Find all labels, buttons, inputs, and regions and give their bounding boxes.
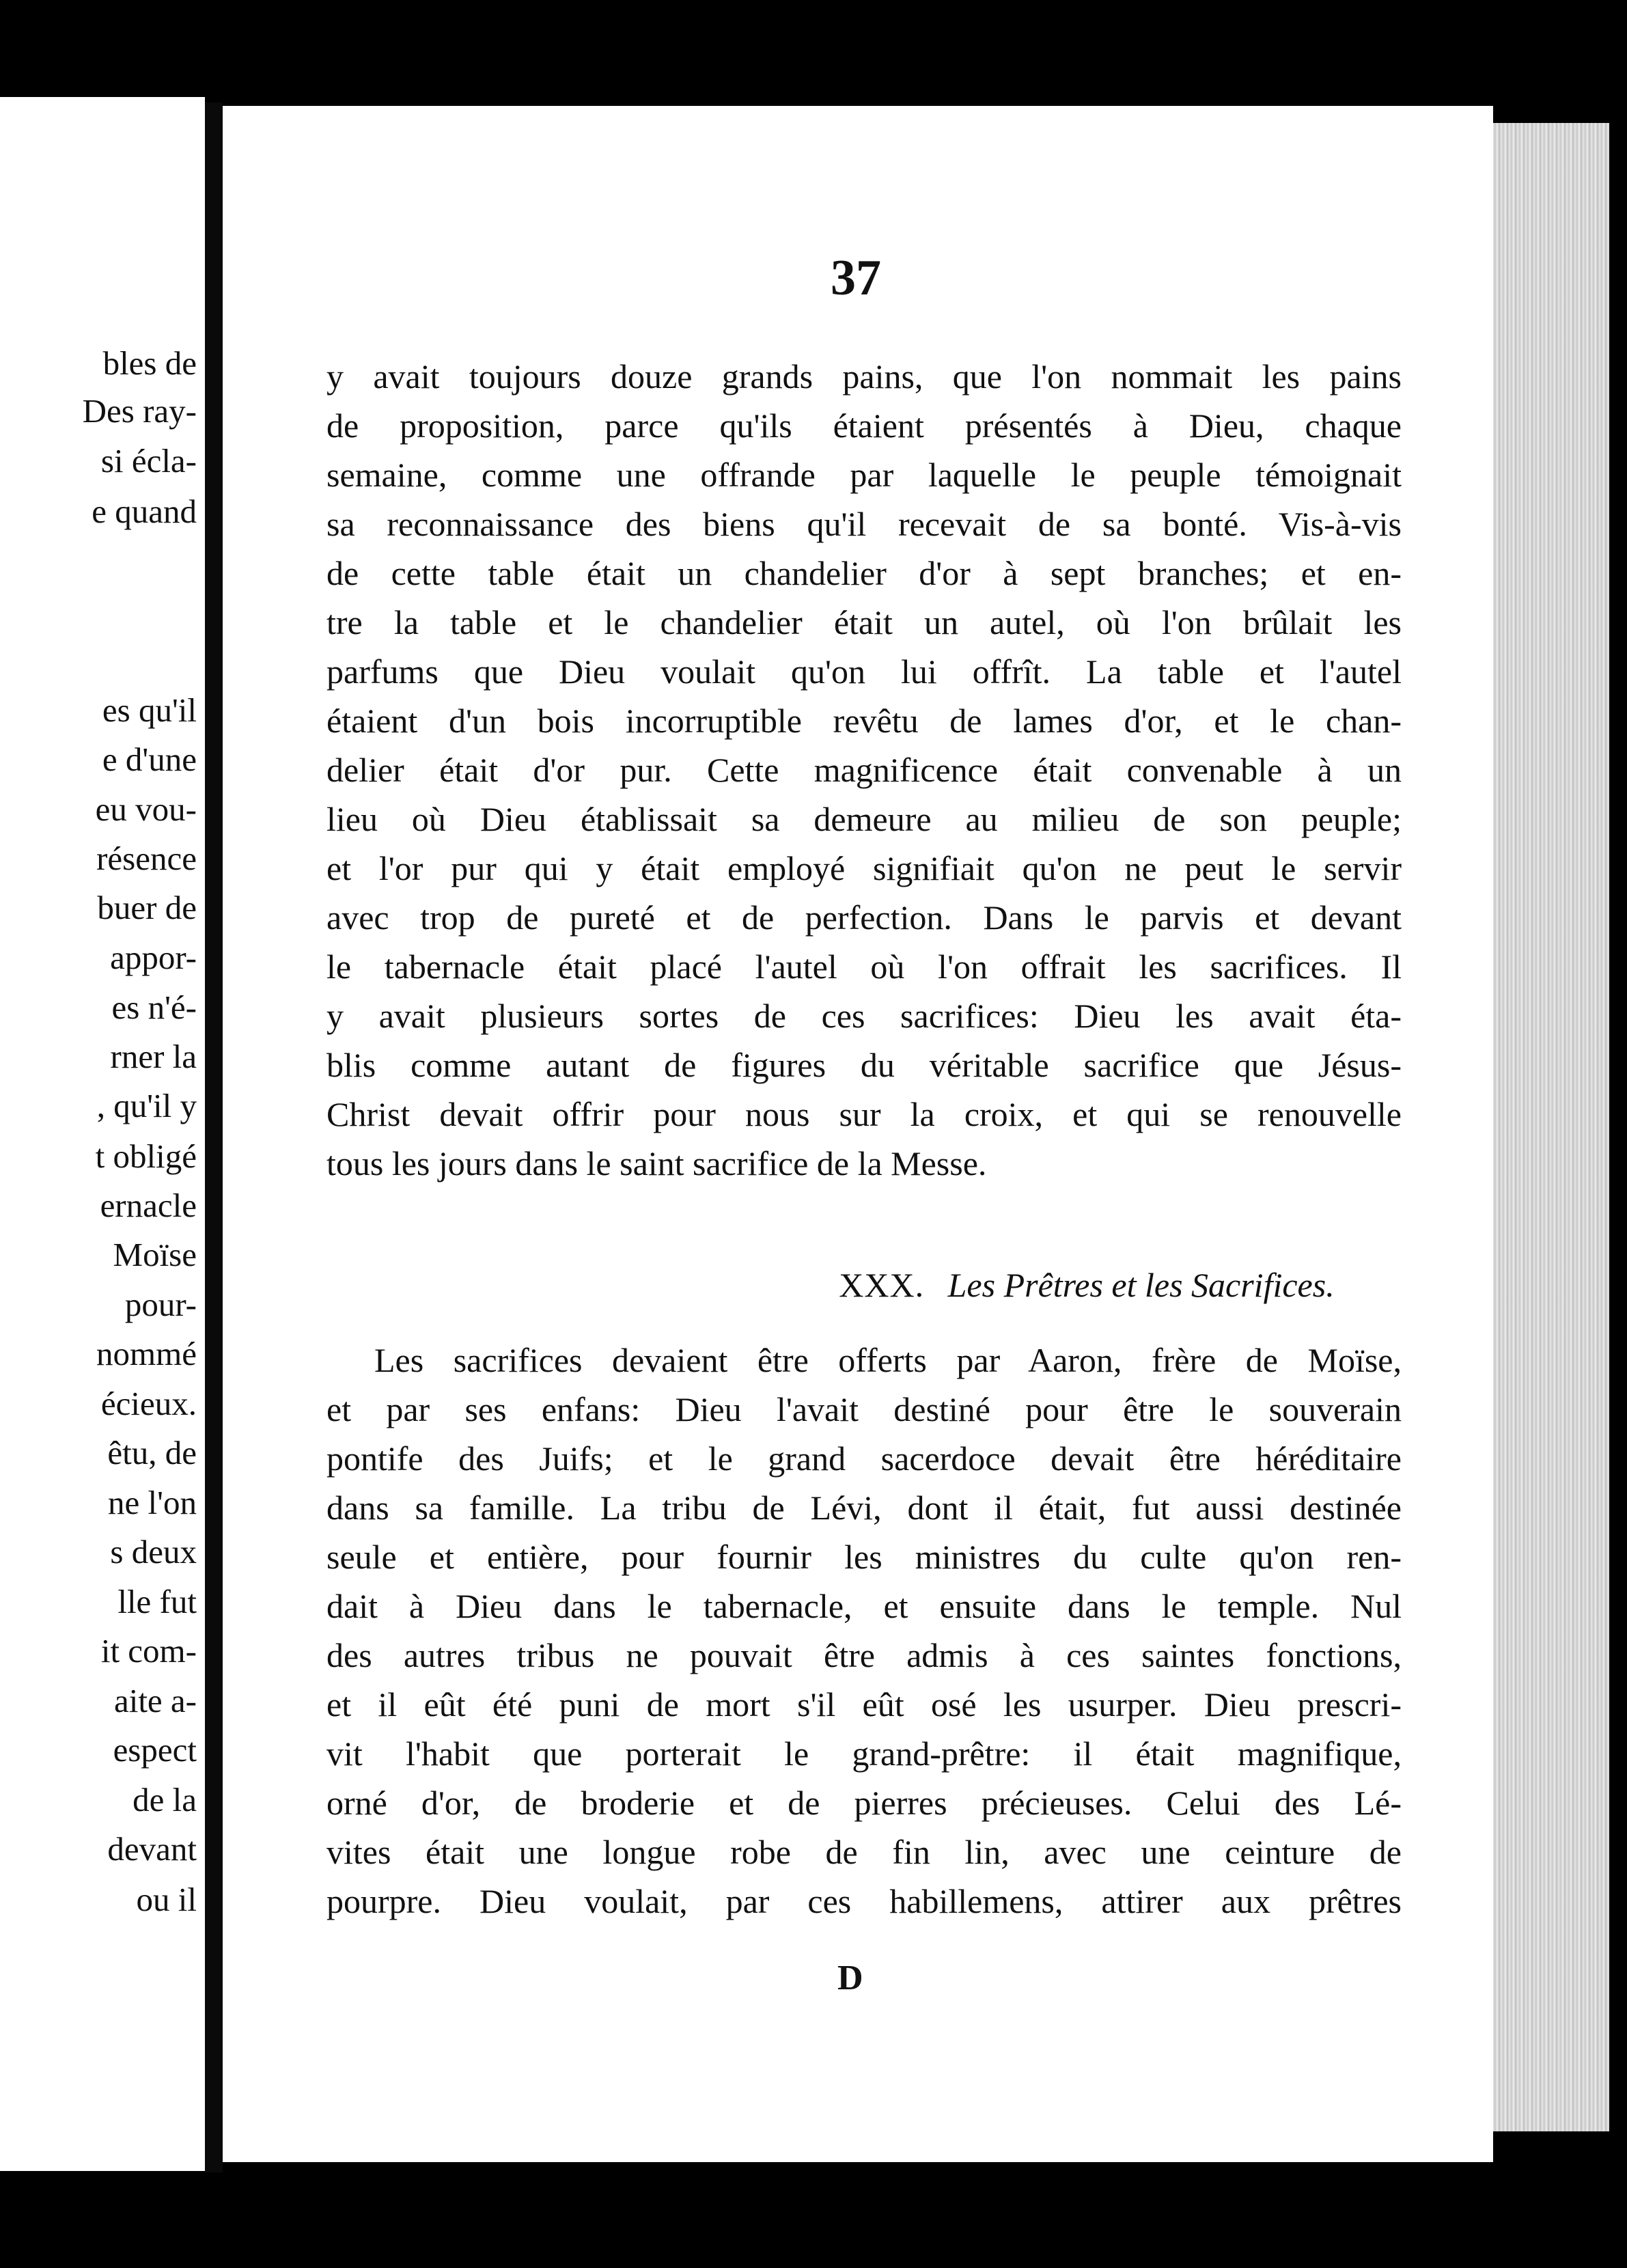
previous-page-line: ou il: [136, 1881, 197, 1918]
previous-page-line: Des ray-: [82, 392, 197, 430]
previous-page-line: , qu'il y: [96, 1087, 197, 1124]
section-heading: [0, 1260, 1627, 1310]
text-line: et l'or pur qui y était employé signifiait qu'on ne peut le servir: [326, 849, 1402, 887]
previous-page-line: e d'une: [102, 741, 197, 778]
text-line: blis comme autant de figures du véritable sacrifice que Jésus-: [326, 1046, 1402, 1084]
previous-page-line: es n'é-: [111, 988, 197, 1026]
text-line: des autres tribus ne pouvait être admis à ces saintes fonctions,: [326, 1636, 1402, 1674]
text-line: et il eût été puni de mort s'il eût osé les usurper. Dieu prescri-: [326, 1685, 1402, 1724]
text-line: sa reconnaissance des biens qu'il recevait de sa bonté. Vis-à-vis: [326, 505, 1402, 543]
previous-page-line: espect: [113, 1731, 197, 1769]
page-number: 37: [831, 250, 881, 306]
text-line: orné d'or, de broderie et de pierres précieuses. Celui des Lé-: [326, 1784, 1402, 1822]
previous-page-line: êtu, de: [107, 1434, 197, 1471]
signature-mark: D: [837, 1959, 863, 1997]
previous-page-line: t obligé: [95, 1137, 197, 1175]
previous-page-line: it com-: [100, 1632, 197, 1670]
previous-page-line: rner la: [110, 1038, 197, 1075]
text-line: dans sa famille. La tribu de Lévi, dont il était, fut aussi destinée: [326, 1489, 1402, 1527]
text-line: lieu où Dieu établissait sa demeure au milieu de son peuple;: [326, 800, 1402, 838]
previous-page-line: écieux.: [100, 1385, 197, 1422]
paragraph-1: [326, 352, 1402, 1188]
previous-page-line: pour-: [124, 1286, 197, 1323]
page-fore-edge: [1493, 123, 1609, 2131]
text-line: et par ses enfans: Dieu l'avait destiné pour être le souverain: [326, 1390, 1402, 1428]
text-line: seule et entière, pour fournir les ministres du culte qu'on ren-: [326, 1538, 1402, 1576]
previous-page-fragment: [0, 97, 205, 2171]
text-line: pourpre. Dieu voulait, par ces habillemens, attirer aux prêtres: [326, 1882, 1402, 1920]
previous-page-line: bles de: [102, 344, 197, 382]
paragraph-2: [326, 1336, 1402, 1926]
previous-page-line: s deux: [110, 1533, 197, 1571]
text-line: dait à Dieu dans le tabernacle, et ensuite dans le temple. Nul: [326, 1587, 1402, 1625]
previous-page-line: appor-: [110, 939, 197, 976]
previous-page-line: nommé: [96, 1335, 197, 1372]
previous-page-line: eu vou-: [95, 790, 197, 828]
text-line: Les sacrifices devaient être offerts par Aaron, frère de Moïse,: [374, 1341, 1402, 1379]
text-line: y avait plusieurs sortes de ces sacrifices: Dieu les avait éta-: [326, 997, 1402, 1035]
previous-page-line: e quand: [92, 493, 197, 530]
section-number: XXX.: [839, 1266, 925, 1304]
text-line: y avait toujours douze grands pains, que l'on nommait les pains: [326, 357, 1402, 396]
previous-page-line: buer de: [97, 889, 197, 926]
previous-page-line: de la: [133, 1781, 197, 1818]
text-line: vites était une longue robe de fin lin, avec une ceinture de: [326, 1833, 1402, 1871]
text-line: vit l'habit que porterait le grand-prêtre: il était magnifique,: [326, 1734, 1402, 1773]
previous-page-line: si écla-: [100, 442, 197, 480]
text-line: tre la table et le chandelier était un autel, où l'on brûlait les: [326, 603, 1402, 641]
book-gutter: [205, 102, 223, 2172]
text-line: pontife des Juifs; et le grand sacerdoce devait être héréditaire: [326, 1439, 1402, 1478]
previous-page-line: ernacle: [100, 1187, 197, 1224]
text-line: avec trop de pureté et de perfection. Dans le parvis et devant: [326, 898, 1402, 937]
text-line: tous les jours dans le saint sacrifice de la Messe.: [326, 1144, 987, 1183]
previous-page-line: résence: [96, 840, 197, 877]
previous-page-line: Moïse: [113, 1236, 197, 1273]
previous-page-line: devant: [107, 1830, 197, 1868]
previous-page-line: aite a-: [113, 1682, 197, 1719]
text-line: le tabernacle était placé l'autel où l'on offrait les sacrifices. Il: [326, 948, 1402, 986]
text-line: Christ devait offrir pour nous sur la croix, et qui se renouvelle: [326, 1095, 1402, 1133]
previous-page-line: lle fut: [117, 1583, 197, 1620]
section-title: Les Prêtres et les Sacrifices.: [947, 1266, 1335, 1304]
previous-page-line: es qu'il: [102, 691, 197, 729]
text-line: semaine, comme une offrande par laquelle le peuple témoignait: [326, 456, 1402, 494]
text-line: de cette table était un chandelier d'or à sept branches; et en-: [326, 554, 1402, 592]
text-line: étaient d'un bois incorruptible revêtu de lames d'or, et le chan-: [326, 702, 1402, 740]
text-line: parfums que Dieu voulait qu'on lui offrît. La table et l'autel: [326, 652, 1402, 691]
text-line: de proposition, parce qu'ils étaient présentés à Dieu, chaque: [326, 406, 1402, 445]
previous-page-line: ne l'on: [108, 1484, 197, 1521]
text-line: delier était d'or pur. Cette magnificence était convenable à un: [326, 751, 1402, 789]
